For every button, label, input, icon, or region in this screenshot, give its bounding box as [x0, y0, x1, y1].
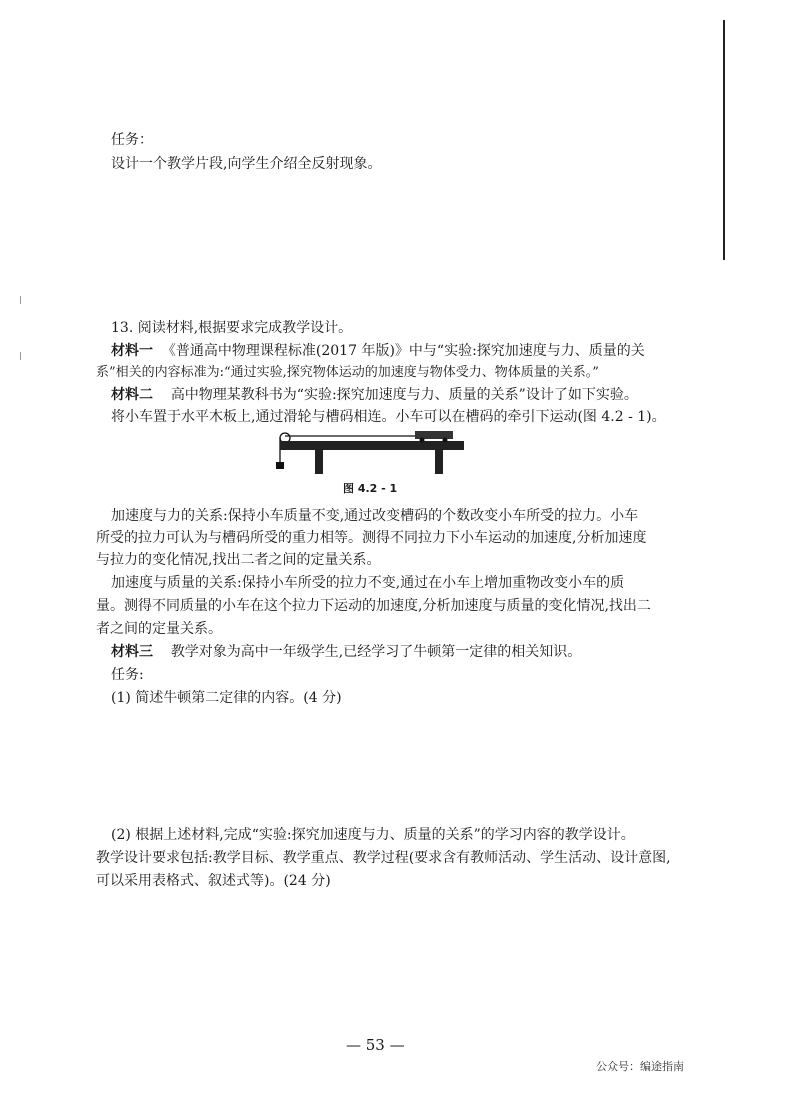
cart-wheel: [420, 438, 425, 443]
material-3-label: 材料三: [111, 644, 153, 660]
task-1: (1) 简述牛顿第二定律的内容。(4 分): [111, 690, 342, 706]
task-label: 任务：: [111, 132, 153, 148]
cart: [415, 431, 453, 439]
table-leg: [435, 450, 443, 474]
material-1-text: 《普通高中物理课程标准(2017 年版)》中与“实验:探究加速度与力、质量的关: [161, 343, 645, 359]
material-2-line-1: [111, 385, 638, 405]
binding-edge-line: [723, 20, 725, 260]
watermark: 公众号：编途指南: [596, 1060, 684, 1073]
task-text: 设计一个教学片段,向学生介绍全反射现象。: [111, 156, 382, 172]
paragraph-1-line-1: 加速度与力的关系:保持小车质量不变,通过改变槽码的个数改变小车所受的拉力。小车: [111, 508, 639, 524]
paragraph-1-line-2: 所受的拉力可认为与槽码所受的重力相等。测得不同拉力下小车运动的加速度,分析加速度: [96, 530, 647, 546]
task-2-line-1: (2) 根据上述材料,完成“实验:探究加速度与力、质量的关系”的学习内容的教学设计。: [111, 827, 635, 843]
question-13-intro: 13. 阅读材料,根据要求完成教学设计。: [111, 320, 353, 336]
task-2-line-3: 可以采用表格式、叙述式等)。(24 分): [96, 873, 331, 889]
material-2-label: 材料二: [111, 387, 153, 403]
cart-wheel: [443, 438, 448, 443]
figure-caption: 图 4.2 - 1: [343, 482, 398, 495]
material-1-label: 材料一: [111, 343, 153, 359]
paragraph-2-line-1: 加速度与质量的关系:保持小车所受的拉力不变,通过在小车上增加重物改变小车的质: [111, 575, 625, 591]
material-3-text: 教学对象为高中一年级学生,已经学习了牛顿第一定律的相关知识。: [170, 644, 582, 660]
cart-pulley-figure: [275, 424, 465, 476]
paragraph-2-line-3: 者之间的定量关系。: [96, 621, 222, 637]
table-leg: [315, 450, 323, 474]
task-label-2: 任务:: [111, 667, 144, 683]
material-2-line-2: 将小车置于水平木板上,通过滑轮与槽码相连。小车可以在槽码的牵引下运动(图 4.2 - 1)。: [111, 409, 666, 425]
scan-mark: [20, 352, 21, 360]
paragraph-1-line-3: 与拉力的变化情况,找出二者之间的定量关系。: [96, 552, 381, 568]
material-1-line-1: [111, 341, 645, 361]
page-number: — 53 —: [346, 1036, 405, 1054]
material-2-text: 高中物理某教科书为“实验:探究加速度与力、质量的关系”设计了如下实验。: [170, 387, 638, 403]
task-2-line-2: 教学设计要求包括:教学目标、教学重点、教学过程(要求含有教师活动、学生活动、设计意图,: [96, 850, 671, 866]
hook-weight: [276, 462, 284, 469]
material-1-line-2: 系”相关的内容标准为:“通过实验,探究物体运动的加速度与物体受力、物体质量的关系。”: [96, 365, 599, 380]
board: [280, 441, 464, 450]
paragraph-2-line-2: 量。测得不同质量的小车在这个拉力下运动的加速度,分析加速度与质量的变化情况,找出二: [96, 598, 651, 614]
scan-mark: [20, 296, 21, 304]
material-3-line: [111, 642, 581, 662]
